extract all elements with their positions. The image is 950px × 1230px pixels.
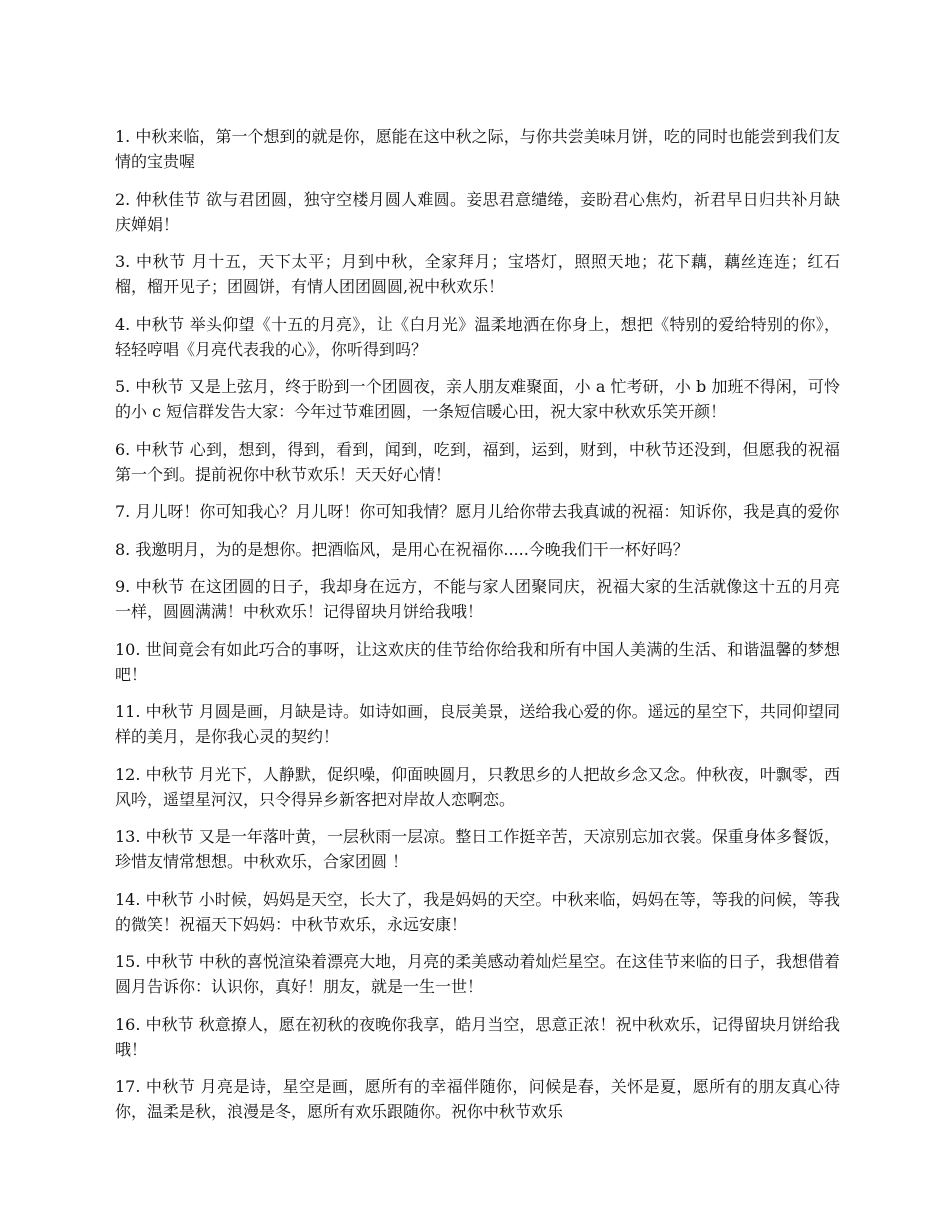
paragraph-8: 8. 我邀明月，为的是想你。把酒临风，是用心在祝福你.....今晚我们干一杯好吗？ [115,539,689,559]
paragraph-1: 1. 中秋来临，第一个想到的就是你，愿能在这中秋之际，与你共尝美味月饼，吃的同时也能尝到我们友情的宝贵喔 [115,127,840,171]
paragraph-9: 9. 中秋节 在这团圆的日子，我却身在远方，不能与家人团聚同庆，祝福大家的生活就像这十五的月亮一样，圆圆满满！中秋欢乐！记得留块月饼给我哦！ [115,577,840,621]
paragraph-13: 13. 中秋节 又是一年落叶黄，一层秋雨一层凉。整日工作挺辛苦，天凉别忘加衣裳。保重身体多餐饭，珍惜友情常想想。中秋欢乐，合家团圆 ！ [115,827,840,871]
paragraph-7: 7. 月儿呀！你可知我心？月儿呀！你可知我情？愿月儿给你带去我真诚的祝福：知诉你，我是真的爱你 [115,502,840,521]
document-body [115,124,840,1137]
paragraph-16: 16. 中秋节 秋意撩人，愿在初秋的夜晚你我享，皓月当空，思意正浓！祝中秋欢乐，记得留块月饼给我哦！ [115,1014,840,1059]
paragraph-15: 15. 中秋节 中秋的喜悦渲染着漂亮大地，月亮的柔美感动着灿烂星空。在这佳节来临的日子，我想借着圆月告诉你：认识你，真好！朋友，就是一生一世！ [115,952,840,996]
paragraph-6: 6. 中秋节 心到，想到，得到，看到，闻到，吃到，福到，运到，财到，中秋节还没到，但愿我的祝福第一个到。提前祝你中秋节欢乐！天天好心情！ [115,439,840,484]
paragraph-2: 2. 仲秋佳节 欲与君团圆，独守空楼月圆人难圆。妾思君意缱绻，妾盼君心焦灼，祈君早日归共补月缺庆婵娟！ [115,189,840,234]
paragraph-14: 14. 中秋节 小时候，妈妈是天空，长大了，我是妈妈的天空。中秋来临，妈妈在等，等我的问候，等我的微笑！祝福天下妈妈：中秋节欢乐，永远安康！ [115,889,840,934]
paragraph-11: 11. 中秋节 月圆是画，月缺是诗。如诗如画，良辰美景，送给我心爱的你。遥远的星空下，共同仰望同样的美月，是你我心灵的契约！ [115,702,840,746]
paragraph-5: 5. 中秋节 又是上弦月，终于盼到一个团圆夜，亲人朋友难聚面，小 a 忙考研，小 b 加班不得闲，可怜的小 c 短信群发告大家：今年过节难团圆，一条短信暖心田，祝大家中秋欢乐笑开颜！ [115,377,840,421]
paragraph-3: 3. 中秋节 月十五，天下太平；月到中秋，全家拜月；宝塔灯，照照天地；花下藕，藕丝连连；红石榴，榴开见子；团圆饼，有情人团团圆圆,祝中秋欢乐！ [115,252,840,296]
paragraph-17: 17. 中秋节 月亮是诗，星空是画，愿所有的幸福伴随你，问候是春，关怀是夏，愿所有的朋友真心待你，温柔是秋，浪漫是冬，愿所有欢乐跟随你。祝你中秋节欢乐 [115,1077,840,1121]
paragraph-12: 12. 中秋节 月光下，人静默，促织噪，仰面映圆月，只教思乡的人把故乡念又念。仲秋夜，叶飘零，西风吟，遥望星河汉，只令得异乡新客把对岸故人恋啊恋。 [115,764,840,809]
paragraph-4: 4. 中秋节 举头仰望《十五的月亮》，让《白月光》温柔地洒在你身上，想把《特别的爱给特别的你》，轻轻哼唱《月亮代表我的心》，你听得到吗？ [115,314,840,359]
paragraph-10: 10. 世间竟会有如此巧合的事呀，让这欢庆的佳节给你给我和所有中国人美满的生活、和谐温馨的梦想吧！ [115,639,840,684]
